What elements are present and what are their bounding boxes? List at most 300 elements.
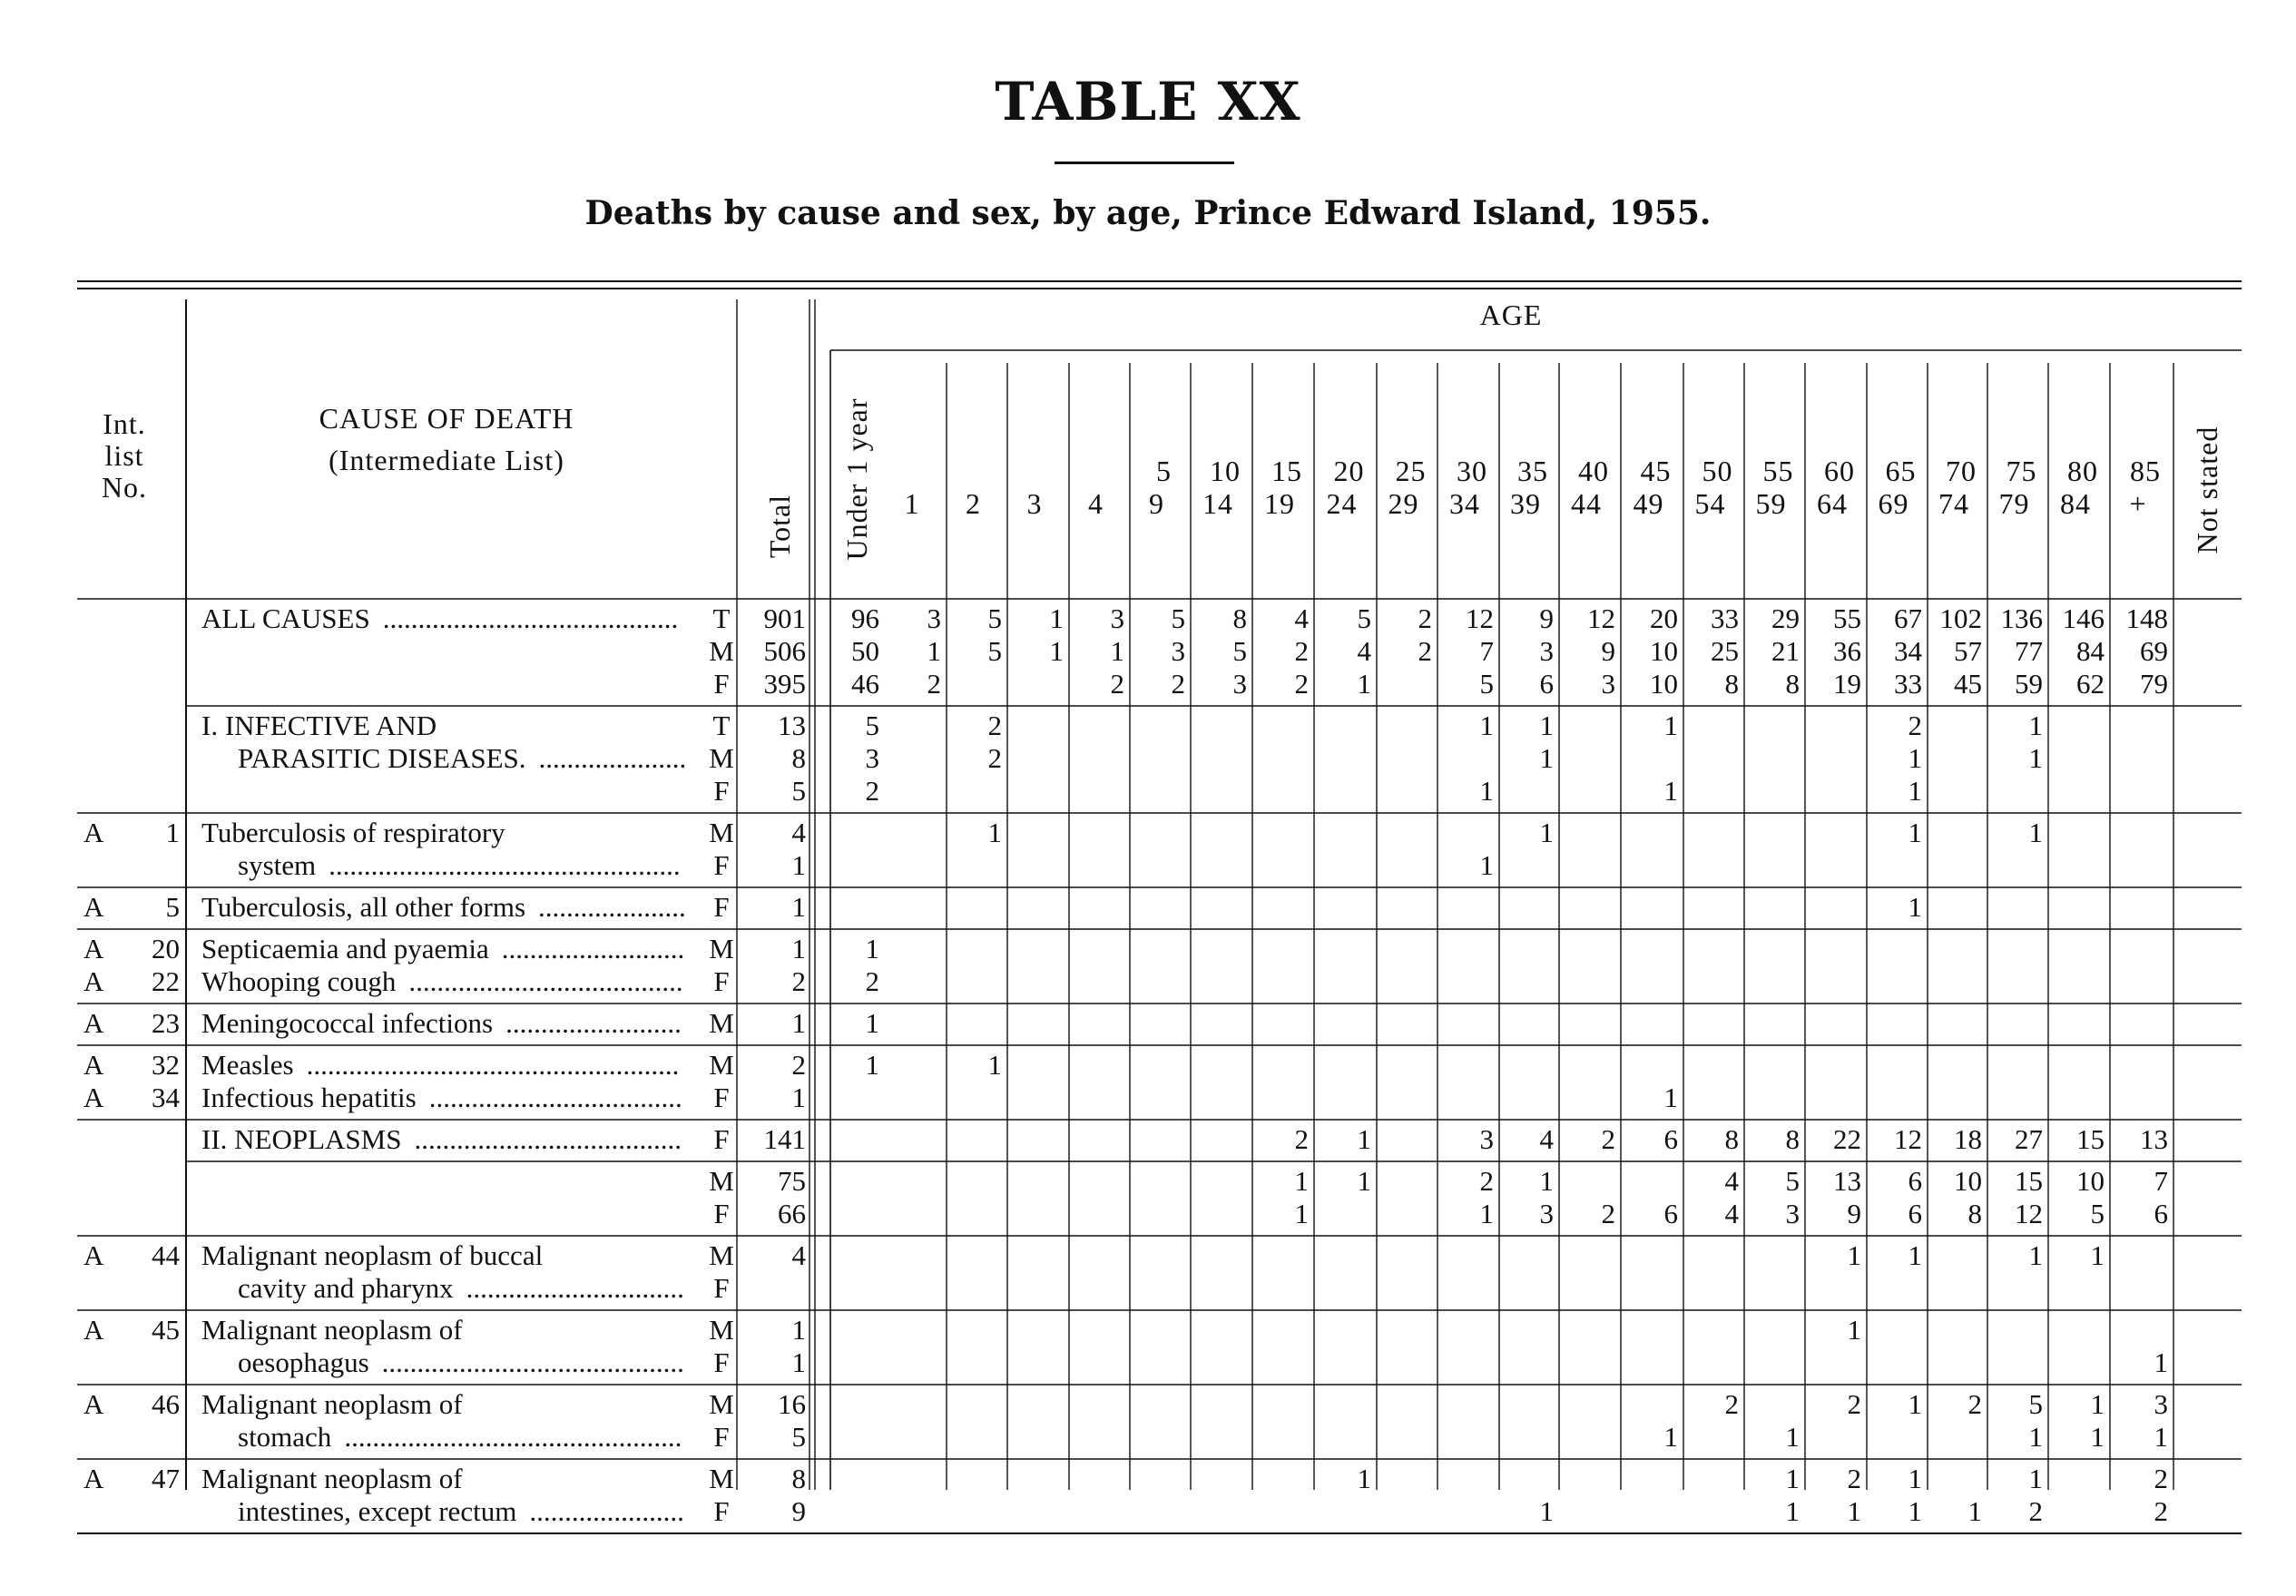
age-value: 4 xyxy=(1294,602,1309,634)
age-value: 67 xyxy=(1894,602,1922,634)
age-value: 1 xyxy=(2154,1346,2168,1378)
age-value: 1 xyxy=(1357,1123,1371,1155)
dot-leader: .................................................. xyxy=(329,849,681,881)
age-value: 3 xyxy=(1479,1123,1494,1155)
age-value: 1 xyxy=(1539,817,1554,848)
age-value: 25 xyxy=(1711,635,1739,667)
total-value: 506 xyxy=(763,635,806,667)
age-group-label: 40 xyxy=(1578,455,1609,487)
int-list-number: 32 xyxy=(152,1049,180,1081)
cause-label: Tuberculosis of respiratory xyxy=(201,817,505,848)
dot-leader: ........................................... xyxy=(381,1346,684,1378)
int-list-number: 23 xyxy=(152,1007,180,1039)
age-group-label: 50 xyxy=(1702,455,1733,487)
age-value: 8 xyxy=(1232,602,1247,634)
age-value: 1 xyxy=(1479,775,1494,807)
total-value: 75 xyxy=(778,1165,806,1197)
sex-code: M xyxy=(709,1007,734,1039)
header-not-stated: Not stated xyxy=(2191,426,2223,554)
age-value: 1 xyxy=(865,1007,879,1039)
cause-label: Measles xyxy=(201,1049,294,1081)
age-value: 2 xyxy=(1967,1388,1982,1420)
sex-code: F xyxy=(713,1198,730,1229)
age-group-label: 84 xyxy=(2060,487,2091,520)
age-value: 22 xyxy=(1833,1123,1861,1155)
total-value: 13 xyxy=(778,710,806,741)
age-group-label: 45 xyxy=(1640,455,1672,487)
age-group-label: 30 xyxy=(1457,455,1487,487)
age-value: 9 xyxy=(1539,602,1554,634)
total-value: 1 xyxy=(791,1346,806,1378)
age-value: 6 xyxy=(2154,1198,2168,1229)
age-group-label: 15 xyxy=(1271,455,1302,487)
age-value: 3 xyxy=(1539,1198,1554,1229)
age-value: 1 xyxy=(1908,742,1922,774)
sex-code: M xyxy=(709,635,734,667)
age-group-label: 60 xyxy=(1824,455,1855,487)
age-value: 8 xyxy=(1724,668,1739,700)
age-value: 8 xyxy=(1724,1123,1739,1155)
age-group-label: 65 xyxy=(1885,455,1917,487)
age-value: 12 xyxy=(2015,1198,2043,1229)
cause-label: II. NEOPLASMS xyxy=(201,1123,402,1155)
age-value: 59 xyxy=(2015,668,2043,700)
age-value: 2 xyxy=(1110,668,1124,700)
age-value: 3 xyxy=(1110,602,1124,634)
age-value: 6 xyxy=(1908,1165,1922,1197)
age-value: 10 xyxy=(2076,1165,2105,1197)
age-value: 1 xyxy=(1908,1239,1922,1271)
age-value: 57 xyxy=(1954,635,1982,667)
age-value: 84 xyxy=(2076,635,2105,667)
int-list-letter: A xyxy=(83,1388,104,1420)
age-value: 1 xyxy=(1967,1495,1982,1527)
age-value: 12 xyxy=(1894,1123,1922,1155)
age-value: 1 xyxy=(1908,817,1922,848)
age-value: 5 xyxy=(865,710,879,741)
age-value: 5 xyxy=(1785,1165,1800,1197)
age-value: 36 xyxy=(1833,635,1861,667)
total-value: 1 xyxy=(791,1314,806,1346)
age-value: 1 xyxy=(1847,1314,1861,1346)
int-list-number: 45 xyxy=(152,1314,180,1346)
age-value: 1 xyxy=(1357,1463,1371,1494)
int-list-number: 46 xyxy=(152,1388,180,1420)
age-value: 2 xyxy=(2154,1463,2168,1494)
dot-leader: .......................... xyxy=(501,933,685,964)
age-value: 1 xyxy=(1847,1495,1861,1527)
sex-code: F xyxy=(713,1495,730,1527)
cause-label: I. INFECTIVE AND xyxy=(201,710,437,741)
age-value: 46 xyxy=(851,668,879,700)
age-value: 19 xyxy=(1833,668,1861,700)
age-value: 1 xyxy=(1663,710,1678,741)
age-value: 96 xyxy=(851,602,879,634)
age-value: 1 xyxy=(1785,1495,1800,1527)
age-group-label: 64 xyxy=(1817,487,1848,520)
int-list-number: 22 xyxy=(152,965,180,997)
header-int-list: No. xyxy=(101,471,148,504)
total-value: 8 xyxy=(791,1463,806,1494)
age-group-label: 25 xyxy=(1395,455,1427,487)
age-value: 1 xyxy=(2028,742,2043,774)
age-value: 34 xyxy=(1894,635,1922,667)
sex-code: M xyxy=(709,742,734,774)
age-value: 1 xyxy=(1539,710,1554,741)
age-value: 1 xyxy=(2028,1421,2043,1453)
age-value: 12 xyxy=(1466,602,1494,634)
age-value: 8 xyxy=(1785,668,1800,700)
age-group-label: 80 xyxy=(2067,455,2098,487)
total-value: 4 xyxy=(791,1239,806,1271)
age-value: 10 xyxy=(1954,1165,1982,1197)
table-subtitle: Deaths by cause and sex, by age, Prince Edward Island, 1955. xyxy=(584,194,1712,232)
age-value: 1 xyxy=(1049,635,1064,667)
age-group-label: 74 xyxy=(1938,487,1969,520)
dot-leader: ............................... xyxy=(466,1272,684,1304)
age-value: 1 xyxy=(1908,891,1922,923)
dot-leader: ..................... xyxy=(538,891,686,923)
age-group-label: 24 xyxy=(1326,487,1358,520)
age-value: 4 xyxy=(1539,1123,1554,1155)
age-value: 69 xyxy=(2140,635,2168,667)
sex-code: F xyxy=(713,1123,730,1155)
age-value: 62 xyxy=(2076,668,2105,700)
total-value: 1 xyxy=(791,933,806,964)
cause-label: Whooping cough xyxy=(201,965,397,997)
total-value: 1 xyxy=(791,1007,806,1039)
age-value: 1 xyxy=(2090,1421,2105,1453)
age-value: 2 xyxy=(1724,1388,1739,1420)
age-group-label: 39 xyxy=(1510,487,1541,520)
age-value: 3 xyxy=(1785,1198,1800,1229)
age-value: 146 xyxy=(2062,602,2105,634)
cause-label: Septicaemia and pyaemia xyxy=(201,933,489,964)
total-value: 5 xyxy=(791,1421,806,1453)
sex-code: F xyxy=(713,965,730,997)
age-value: 15 xyxy=(2076,1123,2105,1155)
dot-leader: ...................................... xyxy=(414,1123,682,1155)
age-value: 1 xyxy=(987,817,1002,848)
cause-label: Tuberculosis, all other forms xyxy=(201,891,526,923)
age-value: 2 xyxy=(1418,602,1432,634)
age-group-label: 49 xyxy=(1633,487,1664,520)
age-value: 6 xyxy=(1539,668,1554,700)
sex-code: T xyxy=(712,710,731,741)
age-value: 5 xyxy=(1479,668,1494,700)
age-value: 8 xyxy=(1967,1198,1982,1229)
int-list-number: 34 xyxy=(152,1082,180,1113)
age-group-label: 79 xyxy=(1998,487,2030,520)
age-value: 5 xyxy=(1232,635,1247,667)
age-value: 1 xyxy=(2028,1463,2043,1494)
age-value: 9 xyxy=(1601,635,1615,667)
age-group-label: 1 xyxy=(904,487,920,520)
age-group-label: 59 xyxy=(1755,487,1787,520)
cause-label: intestines, except rectum xyxy=(238,1495,517,1527)
age-value: 2 xyxy=(1294,1123,1309,1155)
age-group-label: 14 xyxy=(1202,487,1233,520)
age-group-label: 44 xyxy=(1571,487,1602,520)
int-list-letter: A xyxy=(83,1314,104,1346)
age-value: 2 xyxy=(1908,710,1922,741)
age-value: 2 xyxy=(1601,1198,1615,1229)
age-value: 1 xyxy=(927,635,941,667)
int-list-letter: A xyxy=(83,891,104,923)
age-value: 2 xyxy=(987,710,1002,741)
header-int-list: list xyxy=(104,439,144,472)
int-list-letter: A xyxy=(83,1049,104,1081)
sex-code: F xyxy=(713,668,730,700)
total-value: 5 xyxy=(791,775,806,807)
sex-code: M xyxy=(709,1314,734,1346)
cause-label: Malignant neoplasm of xyxy=(201,1388,463,1420)
dot-leader: .................................... xyxy=(428,1082,682,1113)
age-value: 5 xyxy=(1357,602,1371,634)
age-group-label: 4 xyxy=(1088,487,1104,520)
age-value: 5 xyxy=(2028,1388,2043,1420)
age-value: 2 xyxy=(1601,1123,1615,1155)
age-value: 8 xyxy=(1785,1123,1800,1155)
age-value: 13 xyxy=(2140,1123,2168,1155)
age-value: 9 xyxy=(1847,1198,1861,1229)
header-cause: (Intermediate List) xyxy=(329,444,564,476)
header-int-list: Int. xyxy=(103,407,146,440)
age-group-label: 3 xyxy=(1026,487,1043,520)
age-value: 2 xyxy=(1847,1463,1861,1494)
int-list-letter: A xyxy=(83,965,104,997)
total-value: 1 xyxy=(791,849,806,881)
sex-code: M xyxy=(709,1049,734,1081)
age-value: 1 xyxy=(2028,1239,2043,1271)
age-value: 4 xyxy=(1724,1198,1739,1229)
age-value: 20 xyxy=(1650,602,1678,634)
age-group-label: 69 xyxy=(1878,487,1909,520)
cause-label: PARASITIC DISEASES. xyxy=(238,742,526,774)
int-list-number: 20 xyxy=(152,933,180,964)
age-value: 1 xyxy=(2090,1388,2105,1420)
header-cause: CAUSE OF DEATH xyxy=(319,402,574,435)
dot-leader: ....................................... xyxy=(408,965,683,997)
age-group-label: 34 xyxy=(1449,487,1480,520)
age-value: 6 xyxy=(1663,1123,1678,1155)
age-value: 1 xyxy=(1908,1463,1922,1494)
age-value: 33 xyxy=(1711,602,1739,634)
age-value: 2 xyxy=(987,742,1002,774)
age-group-label: 35 xyxy=(1517,455,1548,487)
dot-leader: ..................................................... xyxy=(306,1049,680,1081)
age-value: 2 xyxy=(2028,1495,2043,1527)
age-value: 1 xyxy=(1294,1198,1309,1229)
age-value: 1 xyxy=(1908,775,1922,807)
age-value: 1 xyxy=(2028,817,2043,848)
age-value: 3 xyxy=(927,602,941,634)
age-value: 1 xyxy=(1479,710,1494,741)
dot-leader: ..................... xyxy=(538,742,687,774)
sex-code: F xyxy=(713,1082,730,1113)
age-value: 148 xyxy=(2125,602,2168,634)
cause-label: stomach xyxy=(238,1421,332,1453)
age-value: 1 xyxy=(2154,1421,2168,1453)
int-list-number: 5 xyxy=(165,891,180,923)
age-value: 1 xyxy=(1785,1421,1800,1453)
age-value: 1 xyxy=(1663,1082,1678,1113)
int-list-letter: A xyxy=(83,1007,104,1039)
dot-leader: ......................... xyxy=(505,1007,682,1039)
age-value: 136 xyxy=(2000,602,2043,634)
age-value: 102 xyxy=(1939,602,1982,634)
age-group-label: 54 xyxy=(1694,487,1726,520)
int-list-letter: A xyxy=(83,1239,104,1271)
age-group-label: 5 xyxy=(1156,455,1172,487)
age-value: 29 xyxy=(1771,602,1800,634)
age-value: 3 xyxy=(1601,668,1615,700)
age-value: 1 xyxy=(1479,1198,1494,1229)
cause-label: cavity and pharynx xyxy=(238,1272,454,1304)
cause-label: oesophagus xyxy=(238,1346,369,1378)
total-value: 2 xyxy=(791,965,806,997)
age-value: 2 xyxy=(1294,635,1309,667)
sex-code: M xyxy=(709,1388,734,1420)
total-value: 2 xyxy=(791,1049,806,1081)
age-value: 3 xyxy=(2154,1388,2168,1420)
total-value: 4 xyxy=(791,817,806,848)
age-value: 2 xyxy=(2154,1495,2168,1527)
age-value: 45 xyxy=(1954,668,1982,700)
int-list-letter: A xyxy=(83,817,104,848)
age-group-label: 19 xyxy=(1264,487,1295,520)
age-value: 79 xyxy=(2140,668,2168,700)
age-value: 50 xyxy=(851,635,879,667)
age-value: 3 xyxy=(1539,635,1554,667)
cause-label: Malignant neoplasm of xyxy=(201,1314,463,1346)
age-value: 7 xyxy=(1479,635,1494,667)
dot-leader: .......................................... xyxy=(382,602,679,634)
age-group-label: + xyxy=(2129,487,2147,520)
age-value: 21 xyxy=(1771,635,1800,667)
age-value: 1 xyxy=(1663,1421,1678,1453)
age-value: 33 xyxy=(1894,668,1922,700)
age-value: 3 xyxy=(865,742,879,774)
sex-code: M xyxy=(709,817,734,848)
age-value: 1 xyxy=(1110,635,1124,667)
cause-label: Meningococcal infections xyxy=(201,1007,494,1039)
age-value: 1 xyxy=(1357,1165,1371,1197)
int-list-number: 44 xyxy=(152,1239,180,1271)
sex-code: M xyxy=(709,1239,734,1271)
table-title: TABLE XX xyxy=(995,71,1301,132)
header-age: AGE xyxy=(1479,299,1543,331)
age-value: 1 xyxy=(865,1049,879,1081)
age-value: 10 xyxy=(1650,635,1678,667)
cause-label: system xyxy=(238,849,317,881)
age-value: 55 xyxy=(1833,602,1861,634)
int-list-letter: A xyxy=(83,1463,104,1494)
age-group-label: 75 xyxy=(2006,455,2037,487)
sex-code: F xyxy=(713,1272,730,1304)
age-value: 7 xyxy=(2154,1165,2168,1197)
age-value: 1 xyxy=(1479,849,1494,881)
sex-code: M xyxy=(709,1463,734,1494)
age-group-label: 10 xyxy=(1210,455,1241,487)
age-value: 6 xyxy=(1663,1198,1678,1229)
age-value: 4 xyxy=(1724,1165,1739,1197)
age-group-label: 55 xyxy=(1762,455,1794,487)
total-value: 9 xyxy=(791,1495,806,1527)
age-value: 1 xyxy=(1539,742,1554,774)
age-value: 1 xyxy=(1908,1495,1922,1527)
age-value: 13 xyxy=(1833,1165,1861,1197)
cause-label: Malignant neoplasm of xyxy=(201,1463,463,1494)
total-value: 141 xyxy=(763,1123,806,1155)
int-list-letter: A xyxy=(83,933,104,964)
sex-code: T xyxy=(712,602,731,634)
total-value: 66 xyxy=(778,1198,806,1229)
sex-code: M xyxy=(709,1165,734,1197)
age-value: 1 xyxy=(1294,1165,1309,1197)
age-value: 5 xyxy=(987,635,1002,667)
age-value: 2 xyxy=(1418,635,1432,667)
age-value: 10 xyxy=(1650,668,1678,700)
age-value: 77 xyxy=(2015,635,2043,667)
header-under-1-year: Under 1 year xyxy=(840,397,873,561)
age-group-label: 2 xyxy=(966,487,981,520)
age-value: 3 xyxy=(1232,668,1247,700)
age-value: 1 xyxy=(1539,1495,1554,1527)
age-value: 2 xyxy=(1294,668,1309,700)
int-list-number: 47 xyxy=(152,1463,180,1494)
header-total: Total xyxy=(763,494,796,559)
cause-label: Malignant neoplasm of buccal xyxy=(201,1239,544,1271)
sex-code: F xyxy=(713,1421,730,1453)
age-group-label: 29 xyxy=(1388,487,1419,520)
cause-label: ALL CAUSES xyxy=(201,602,370,634)
sex-code: F xyxy=(713,1346,730,1378)
age-value: 6 xyxy=(1908,1198,1922,1229)
age-value: 2 xyxy=(927,668,941,700)
age-value: 1 xyxy=(2090,1239,2105,1271)
age-value: 3 xyxy=(1171,635,1185,667)
age-value: 5 xyxy=(1171,602,1185,634)
total-value: 1 xyxy=(791,1082,806,1113)
age-group-label: 9 xyxy=(1149,487,1164,520)
age-value: 1 xyxy=(1847,1239,1861,1271)
total-value: 1 xyxy=(791,891,806,923)
total-value: 8 xyxy=(791,742,806,774)
age-group-label: 20 xyxy=(1333,455,1365,487)
age-group-label: 85 xyxy=(2130,455,2161,487)
age-value: 2 xyxy=(1171,668,1185,700)
age-value: 1 xyxy=(865,933,879,964)
age-value: 27 xyxy=(2015,1123,2043,1155)
dot-leader: ................................................ xyxy=(344,1421,682,1453)
sex-code: F xyxy=(713,849,730,881)
age-value: 15 xyxy=(2015,1165,2043,1197)
age-value: 2 xyxy=(865,775,879,807)
dot-leader: ...................... xyxy=(529,1495,684,1527)
age-value: 1 xyxy=(1785,1463,1800,1494)
int-list-letter: A xyxy=(83,1082,104,1113)
age-value: 2 xyxy=(865,965,879,997)
total-value: 901 xyxy=(763,602,806,634)
age-value: 1 xyxy=(2028,710,2043,741)
age-value: 5 xyxy=(987,602,1002,634)
cause-label: Infectious hepatitis xyxy=(201,1082,417,1113)
age-value: 1 xyxy=(1663,775,1678,807)
sex-code: M xyxy=(709,933,734,964)
age-value: 1 xyxy=(1908,1388,1922,1420)
age-value: 4 xyxy=(1357,635,1371,667)
